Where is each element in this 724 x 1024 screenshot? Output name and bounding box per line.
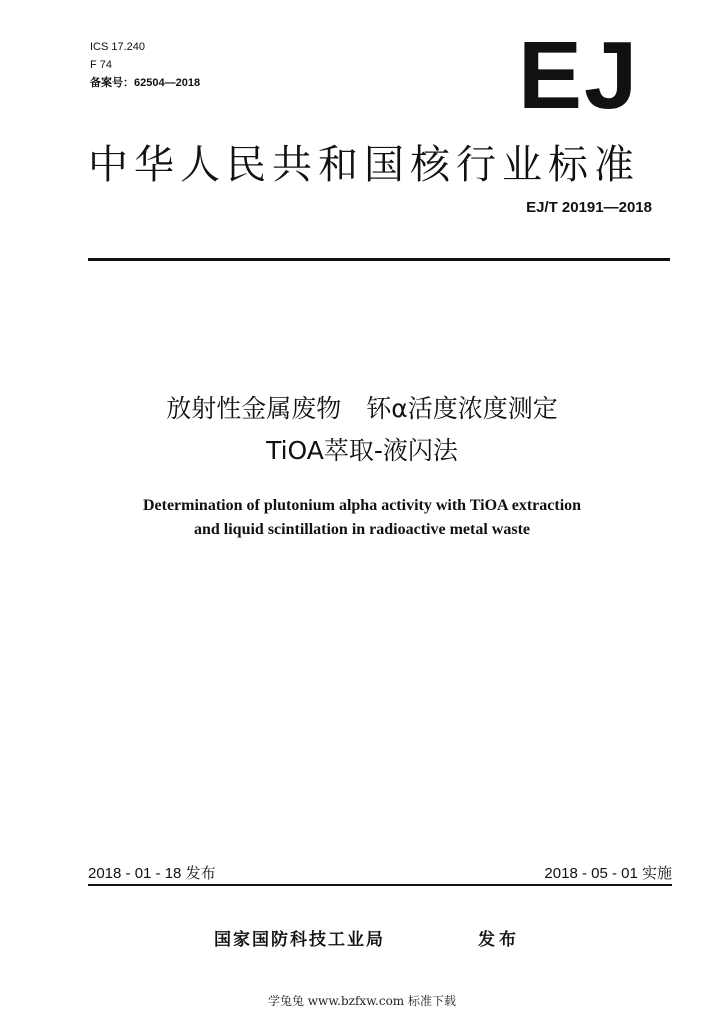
classification-code: F 74 [90,59,113,71]
ics-code: ICS 17.240 [90,41,146,53]
bottom-divider [88,884,672,886]
ej-logo: EJ [518,22,640,129]
chinese-title-line-1: 放射性金属废物 钚α活度浓度测定 [166,394,558,423]
publisher-name: 国家国防科技工业局 [214,930,385,950]
english-title-line-1: Determination of plutonium alpha activity with TiOA extraction [142,497,582,514]
organization-title: 中华人民共和国核行业标准 [88,142,640,188]
chinese-title-line-2: TiOA萃取-液闪法 [266,436,458,465]
record-number: 备案号：62504—2018 [90,77,201,89]
english-title-line-2: and liquid scintillation in radioactive metal waste [193,521,530,538]
metadata-block [90,38,200,92]
publish-label: 发布 [478,930,520,950]
standard-number: EJ/T 20191—2018 [526,199,652,216]
issue-date: 2018 - 01 - 18 发布 [88,865,216,882]
implementation-date: 2018 - 05 - 01 实施 [544,865,672,882]
watermark: 学兔兔 www.bzfxw.com 标准下载 [267,994,457,1008]
top-divider [88,258,670,261]
